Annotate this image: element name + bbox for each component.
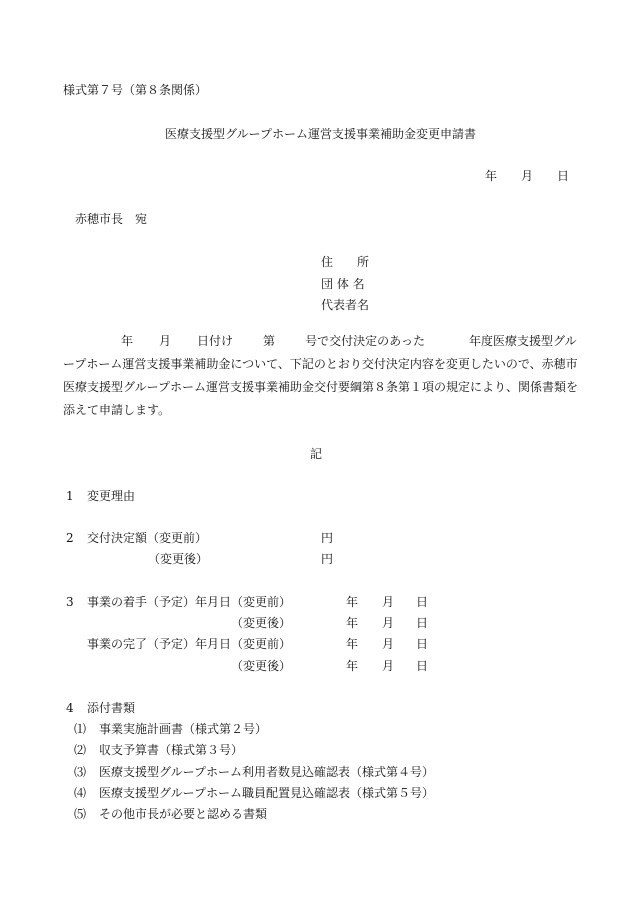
item-3-start-after-month: 月 — [382, 616, 395, 630]
item-1-number: 1 — [66, 489, 74, 503]
item-3-end-after-year: 年 — [346, 659, 359, 673]
item-4-label: 添付書類 — [87, 701, 136, 715]
item-2-yen-before: 円 — [321, 531, 334, 545]
applicant-rep-label: 代表者名 — [321, 298, 370, 312]
item-3-end-before-year: 年 — [346, 637, 359, 651]
document-title: 医療支援型グループホーム運営支援事業補助金変更申請書 — [165, 127, 477, 141]
attachment-text: 事業実施計画書（様式第２号） — [99, 722, 268, 736]
item-3-end-label: 事業の完了（予定）年月日（変更前） — [87, 637, 292, 651]
item-1-label: 変更理由 — [87, 489, 136, 503]
item-3-number: 3 — [66, 595, 74, 609]
attachment-number: ⑷ — [74, 786, 87, 800]
item-3-start-after-year: 年 — [346, 616, 359, 630]
item-3-end-after-month: 月 — [382, 659, 395, 673]
item-3-end-after-day: 日 — [416, 659, 429, 673]
form-number: 様式第７号（第８条関係） — [63, 83, 208, 97]
intro-go-text: 号で交付決定のあった — [305, 334, 425, 348]
item-3-end-before-month: 月 — [382, 637, 395, 651]
item-3-start-before-month: 月 — [382, 595, 395, 609]
item-3-end-after-label: （変更後） — [231, 659, 292, 673]
item-3-start-label: 事業の着手（予定）年月日（変更前） — [87, 595, 292, 609]
item-4-number: 4 — [66, 701, 74, 715]
applicant-address-label: 住 所 — [321, 255, 370, 269]
item-2-after-label: （変更後） — [148, 552, 209, 566]
date-day: 日 — [557, 169, 570, 183]
item-3-start-after-label: （変更後） — [231, 616, 292, 630]
attachment-number: ⑵ — [74, 743, 87, 757]
attachment-text: 医療支援型グループホーム利用者数見込確認表（様式第４号） — [99, 765, 435, 779]
attachment-number: ⑸ — [74, 807, 87, 821]
intro-paragraph — [63, 330, 583, 422]
item-2-number: 2 — [66, 531, 74, 545]
applicant-group-label: 団 体 名 — [321, 277, 365, 291]
intro-year: 年 — [121, 334, 134, 348]
date-month: 月 — [521, 169, 534, 183]
attachment-text: 医療支援型グループホーム職員配置見込確認表（様式第５号） — [99, 786, 435, 800]
intro-day-dated: 日付け — [197, 334, 234, 348]
item-3-start-after-day: 日 — [416, 616, 429, 630]
item-2-label: 交付決定額（変更前） — [87, 531, 208, 545]
attachment-number: ⑶ — [74, 765, 87, 779]
item-3-end-before-day: 日 — [416, 637, 429, 651]
intro-month: 月 — [159, 334, 172, 348]
intro-dai: 第 — [263, 334, 276, 348]
addressee: 赤穂市長 宛 — [75, 212, 148, 226]
date-year: 年 — [485, 169, 498, 183]
attachment-text: 収支予算書（様式第３号） — [99, 743, 244, 757]
ki-marker: 記 — [310, 447, 323, 461]
item-2-yen-after: 円 — [321, 552, 334, 566]
item-3-start-before-day: 日 — [416, 595, 429, 609]
item-3-start-before-year: 年 — [346, 595, 359, 609]
attachment-text: その他市長が必要と認める書類 — [99, 807, 268, 821]
attachment-number: ⑴ — [74, 722, 87, 736]
intro-body: 年度医療支援型グループホーム運営支援事業補助金について、下記のとおり交付決定内容を変更したいので、赤穂市医療支援型グループホーム運営支援事業補助金交付要綱第８条第１項の規定により、関係書類を添えて申請します。 — [63, 334, 579, 417]
